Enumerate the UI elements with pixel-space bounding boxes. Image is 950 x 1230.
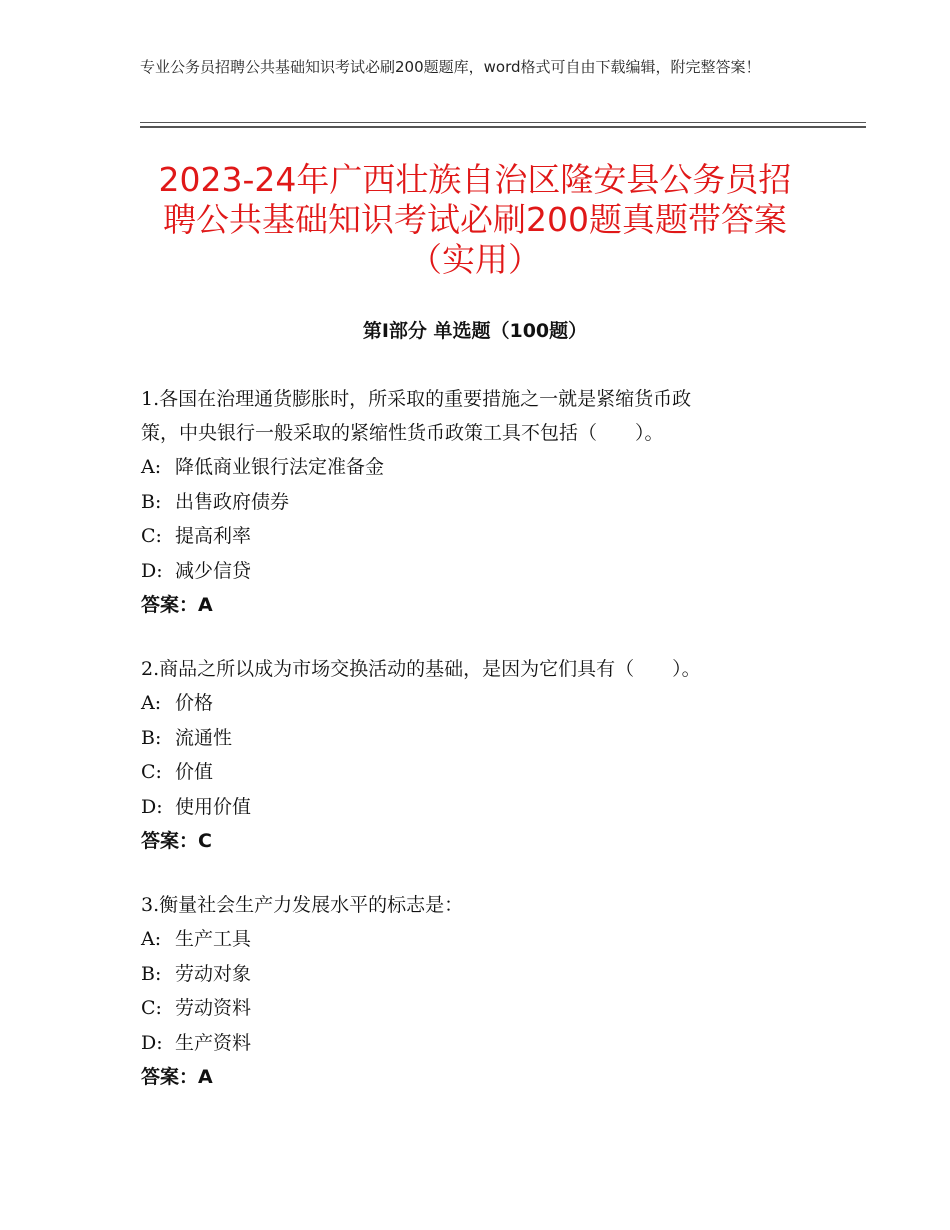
question-stem-line: 策，中央银行一般采取的紧缩性货币政策工具不包括（ ）。	[141, 422, 664, 444]
option-key: C:	[141, 525, 162, 547]
header-rule-thin	[140, 122, 866, 123]
question-1	[141, 382, 841, 622]
title-line-3: （实用）	[409, 240, 541, 279]
option-b	[141, 485, 841, 520]
option-text: 价格	[175, 692, 214, 714]
option-key: A:	[141, 928, 162, 950]
option-a	[141, 922, 841, 957]
part-heading: 第Ⅰ部分 单选题（100题）	[362, 320, 588, 342]
question-list	[141, 382, 841, 1124]
option-text: 生产工具	[175, 928, 252, 950]
title-line-2: 聘公共基础知识考试必刷200题真题带答案	[163, 200, 787, 239]
option-key: B:	[141, 962, 162, 985]
option-text: 流通性	[175, 726, 233, 749]
option-text: 提高利率	[175, 525, 252, 547]
option-text: 出售政府债券	[175, 490, 290, 513]
option-c	[141, 519, 841, 554]
answer-label: 答案：A	[141, 594, 213, 616]
option-a	[141, 686, 841, 721]
option-text: 使用价值	[175, 795, 252, 818]
option-a	[141, 450, 841, 485]
option-text: 劳动对象	[175, 962, 252, 985]
option-key: D:	[141, 1031, 163, 1054]
option-text: 劳动资料	[175, 997, 252, 1019]
option-key: A:	[141, 456, 162, 478]
option-key: C:	[141, 997, 162, 1019]
question-3	[141, 888, 841, 1094]
question-2	[141, 652, 841, 858]
document-title	[110, 160, 840, 280]
title-line-1: 2023-24年广西壮族自治区隆安县公务员招	[158, 160, 792, 199]
option-key: C:	[141, 761, 162, 783]
option-d	[141, 790, 841, 825]
question-stem-line: 3.衡量社会生产力发展水平的标志是：	[141, 894, 464, 916]
option-text: 价值	[175, 761, 214, 783]
option-b	[141, 957, 841, 992]
answer-label: 答案：C	[141, 830, 212, 852]
option-text: 减少信贷	[175, 559, 252, 582]
header-rule-thick	[140, 126, 866, 128]
option-text: 降低商业银行法定准备金	[175, 456, 385, 478]
option-d	[141, 554, 841, 589]
option-c	[141, 991, 841, 1026]
option-key: D:	[141, 795, 163, 818]
answer-label: 答案：A	[141, 1066, 213, 1088]
option-text: 生产资料	[175, 1031, 252, 1054]
option-key: A:	[141, 692, 162, 714]
question-stem-line: 2.商品之所以成为市场交换活动的基础，是因为它们具有（ ）。	[141, 658, 701, 680]
option-key: D:	[141, 559, 163, 582]
option-d	[141, 1026, 841, 1061]
option-key: B:	[141, 726, 162, 749]
option-b	[141, 721, 841, 756]
option-c	[141, 755, 841, 790]
header-note: 专业公务员招聘公共基础知识考试必刷200题题库，word格式可自由下载编辑，附完整答案！	[140, 58, 761, 76]
option-key: B:	[141, 490, 162, 513]
question-stem-line: 1.各国在治理通货膨胀时，所采取的重要措施之一就是紧缩货币政	[141, 388, 692, 410]
